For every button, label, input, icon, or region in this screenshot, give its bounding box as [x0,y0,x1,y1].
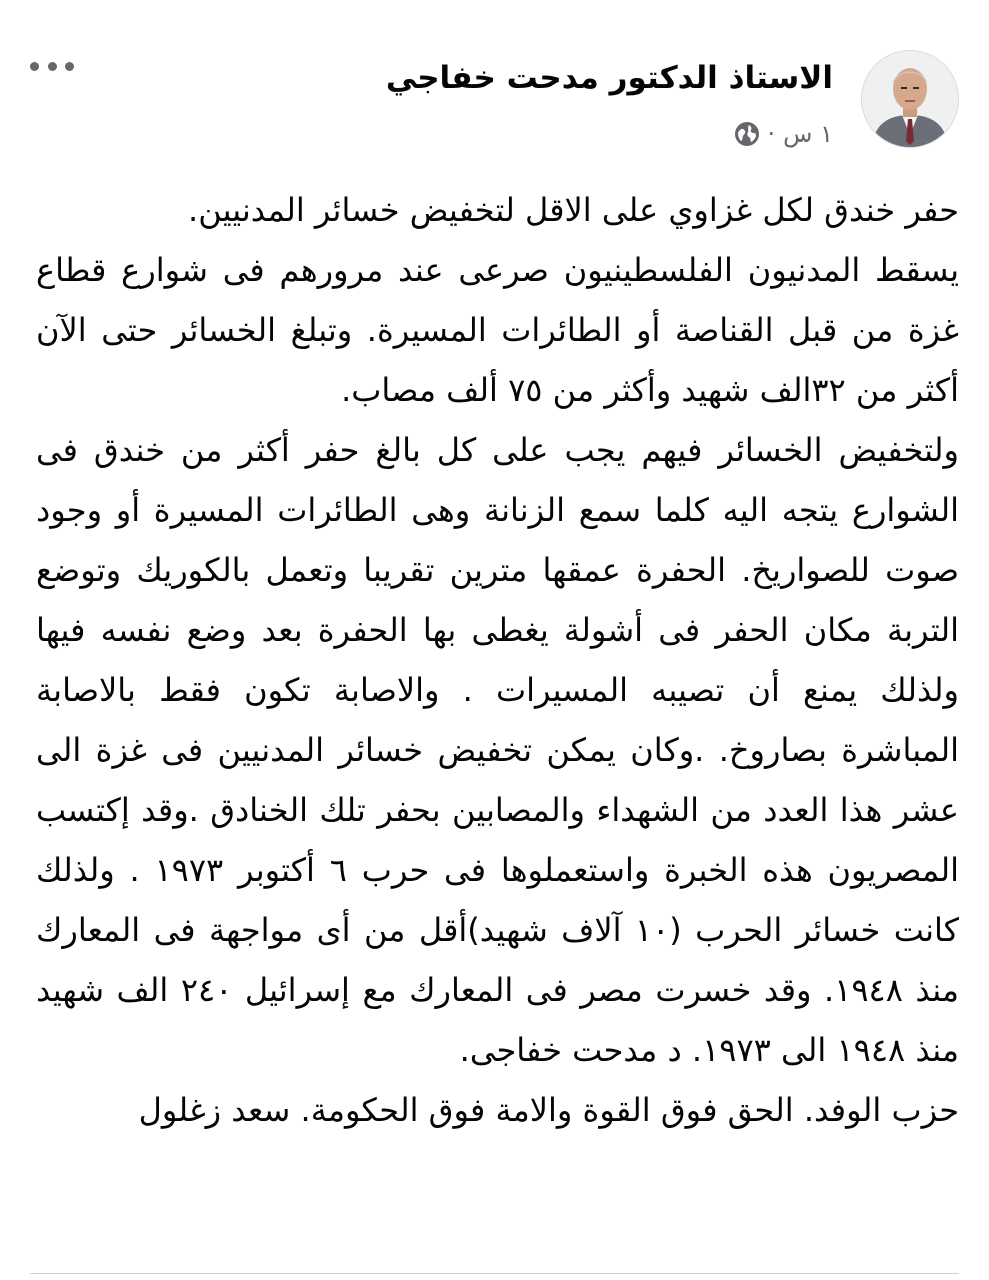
author-avatar[interactable] [861,50,959,148]
post-paragraph: حفر خندق لكل غزاوي على الاقل لتخفيض خسائر المدنيين. [188,191,959,229]
author-name[interactable]: الاستاذ الدكتور مدحت خفاجي [385,60,833,96]
more-dot [30,62,39,71]
post-paragraph: حزب الوفد. الحق فوق القوة والامة فوق الحكومة. سعد زغلول [138,1091,959,1129]
post-paragraph: ولتخفيض الخسائر فيهم يجب على كل بالغ حفر أكثر من خندق فى الشوارع يتجه اليه كلما سمع الزنانة وهى الطائرات المسيرة أو وجود صوت للصواريخ. الحفرة عمقها مترين تقريبا وتعمل بالكوريك وتوضع التربة مكان الحفر فى أشولة يغطى بها الحفرة بعد وضع نفسه فيها ولذلك يمنع أن تصيبه المسيرات . والاصابة تكون فقط بالاصابة المباشرة بصاروخ. .وكان يمكن تخفيض خسائر المدنيين فى غزة الى عشر هذا العدد من الشهداء والمصابين بحفر تلك الخنادق .وقد إكتسب المصريون هذه الخبرة واستعملوها فى حرب ٦ أكتوبر ١٩٧٣ . ولذلك كانت خسائر الحرب (١٠ آلاف شهيد)أقل من أى مواجهة فى المعارك منذ ١٩٤٨. وقد خسرت مصر فى المعارك مع إسرائيل ٢٤٠ الف شهيد منذ ١٩٤٨ الى ١٩٧٣. د مدحت خفاجى. [36,431,960,1069]
globe-icon[interactable] [734,121,760,147]
post-meta [734,120,833,148]
post-time[interactable]: ١ س [783,120,833,148]
more-dot [48,62,57,71]
more-options-icon[interactable] [30,54,74,78]
post-body [36,180,959,1140]
post-header [30,50,959,160]
avatar-photo [862,51,958,147]
post-divider [30,1273,959,1274]
more-dot [65,62,74,71]
meta-separator: · [767,120,776,148]
post-paragraph: يسقط المدنيون الفلسطينيون صرعى عند مرورهم فى شوارع قطاع غزة من قبل القناصة أو الطائرات المسيرة. وتبلغ الخسائر حتى الآن أكثر من ٣٢الف شهيد وأكثر من ٧٥ ألف مصاب. [36,251,959,409]
